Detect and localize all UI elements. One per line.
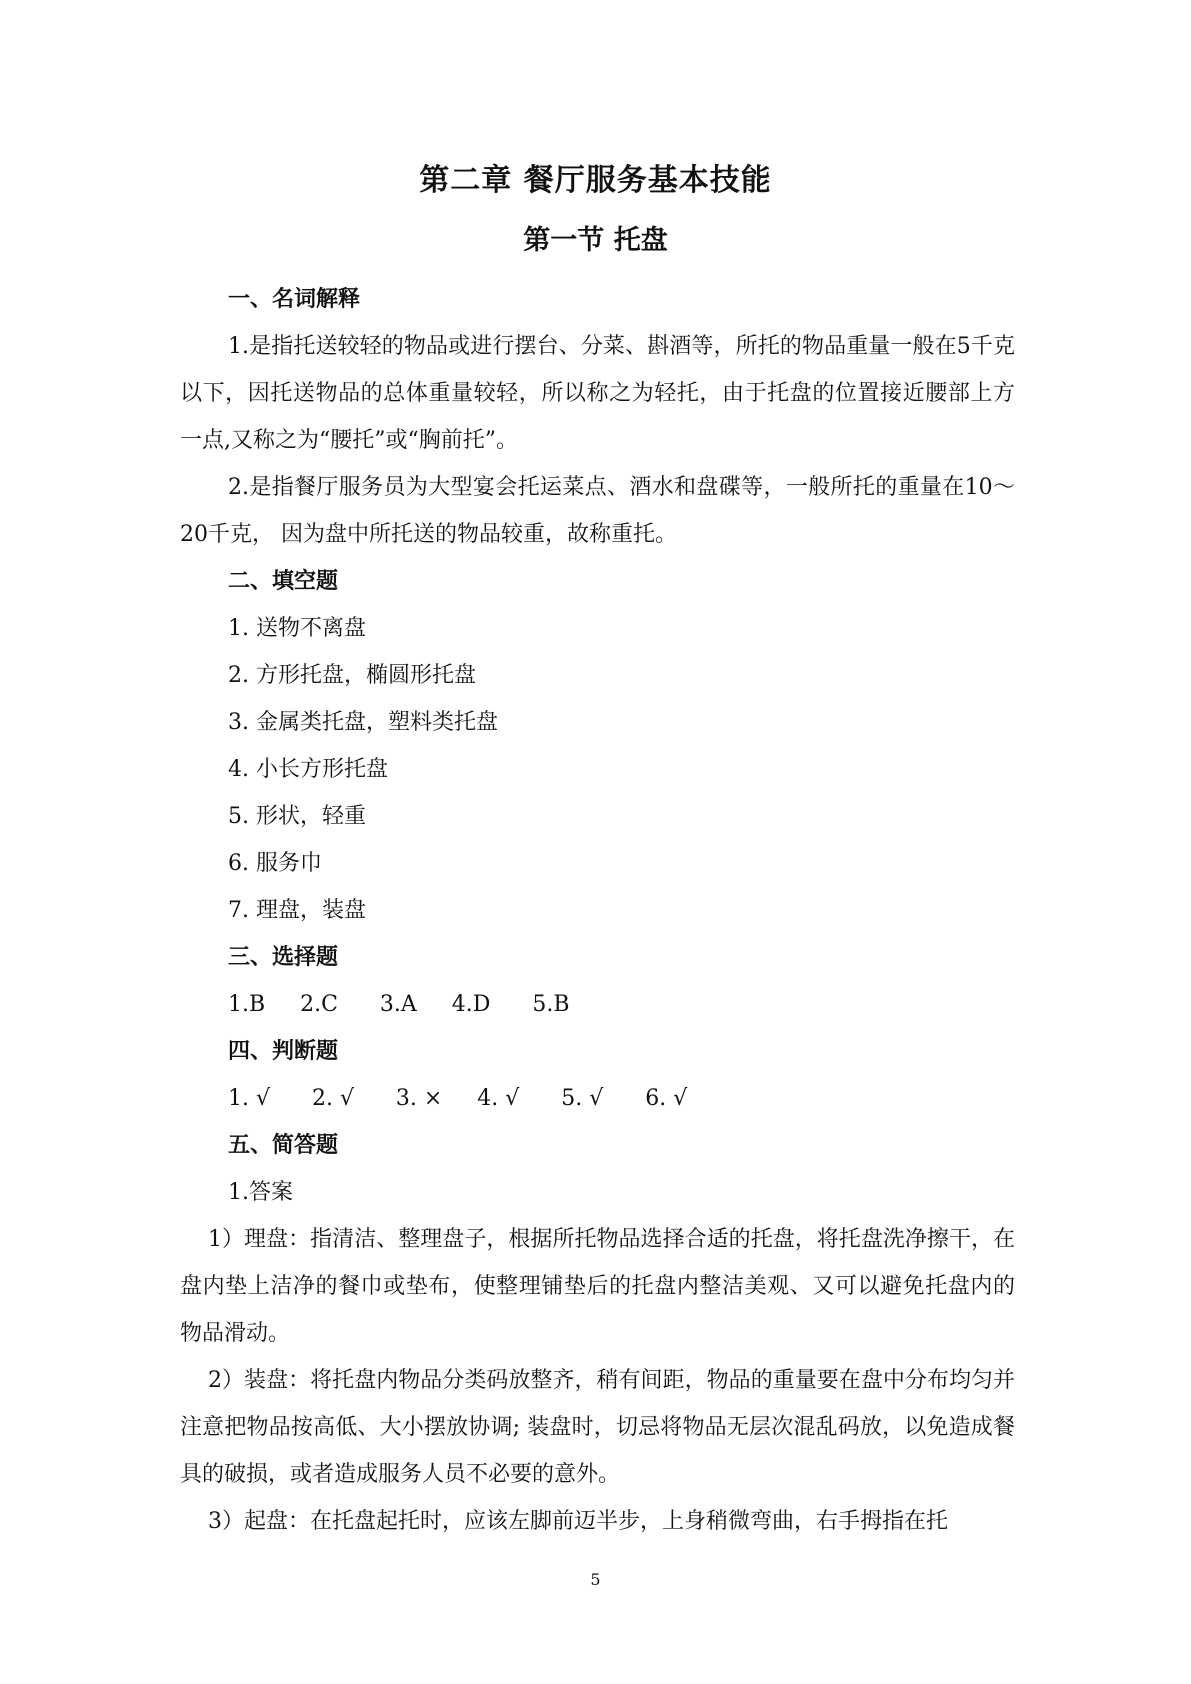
fill-item: 1. 送物不离盘 xyxy=(228,616,366,641)
terms-paragraph-2: 2.是指餐厅服务员为大型宴会托运菜点、酒水和盘碟等，一般所托的重量在10～20千克， 因为盘中所托送的物品较重，故称重托。 xyxy=(180,475,1015,547)
choice-answers: 1.B 2.C 3.A 4.D 5.B xyxy=(228,992,570,1017)
heading-judge: 四、判断题 xyxy=(228,1039,339,1064)
fill-item: 3. 金属类托盘，塑料类托盘 xyxy=(228,710,498,735)
short-answer-paragraph-1: 1）理盘：指清洁、整理盘子，根据所托物品选择合适的托盘，将托盘洗净擦干，在盘内垫上洁净的餐巾或垫布，使整理铺垫后的托盘内整洁美观、又可以避免托盘内的物品滑动。 xyxy=(180,1227,1015,1346)
chapter-title: 第二章 餐厅服务基本技能 xyxy=(419,163,772,198)
fill-item: 2. 方形托盘，椭圆形托盘 xyxy=(228,663,476,688)
short-answer-paragraph-3: 3）起盘：在托盘起托时，应该左脚前迈半步，上身稍微弯曲，右手拇指在托 xyxy=(208,1509,948,1534)
judge-answers: 1. √ 2. √ 3. × 4. √ 5. √ 6. √ xyxy=(228,1086,688,1111)
short-answer-paragraph-2: 2）装盘：将托盘内物品分类码放整齐，稍有间距，物品的重量要在盘中分布均匀并注意把物品按高低、大小摆放协调; 装盘时，切忌将物品无层次混乱码放，以免造成餐具的破损，或者造成服务人员不必要的意外。 xyxy=(180,1368,1015,1487)
heading-short: 五、简答题 xyxy=(228,1133,339,1158)
content-body xyxy=(180,276,1015,1545)
fill-item: 4. 小长方形托盘 xyxy=(228,757,388,782)
section-title: 第一节 托盘 xyxy=(523,225,668,256)
heading-choice: 三、选择题 xyxy=(228,945,339,970)
fill-item: 7. 理盘，装盘 xyxy=(228,898,366,923)
heading-fill: 二、填空题 xyxy=(228,569,339,594)
terms-paragraph-1: 1.是指托送较轻的物品或进行摆台、分菜、斟酒等，所托的物品重量一般在5千克以下，因托送物品的总体重量较轻，所以称之为轻托，由于托盘的位置接近腰部上方一点,又称之为“腰托”或“胸前托”。 xyxy=(180,334,1015,453)
heading-terms: 一、名词解释 xyxy=(228,287,361,312)
fill-item: 6. 服务巾 xyxy=(228,851,322,876)
fill-item: 5. 形状，轻重 xyxy=(228,804,366,829)
short-answer-label: 1.答案 xyxy=(228,1180,293,1205)
page-number: 5 xyxy=(590,1570,601,1589)
